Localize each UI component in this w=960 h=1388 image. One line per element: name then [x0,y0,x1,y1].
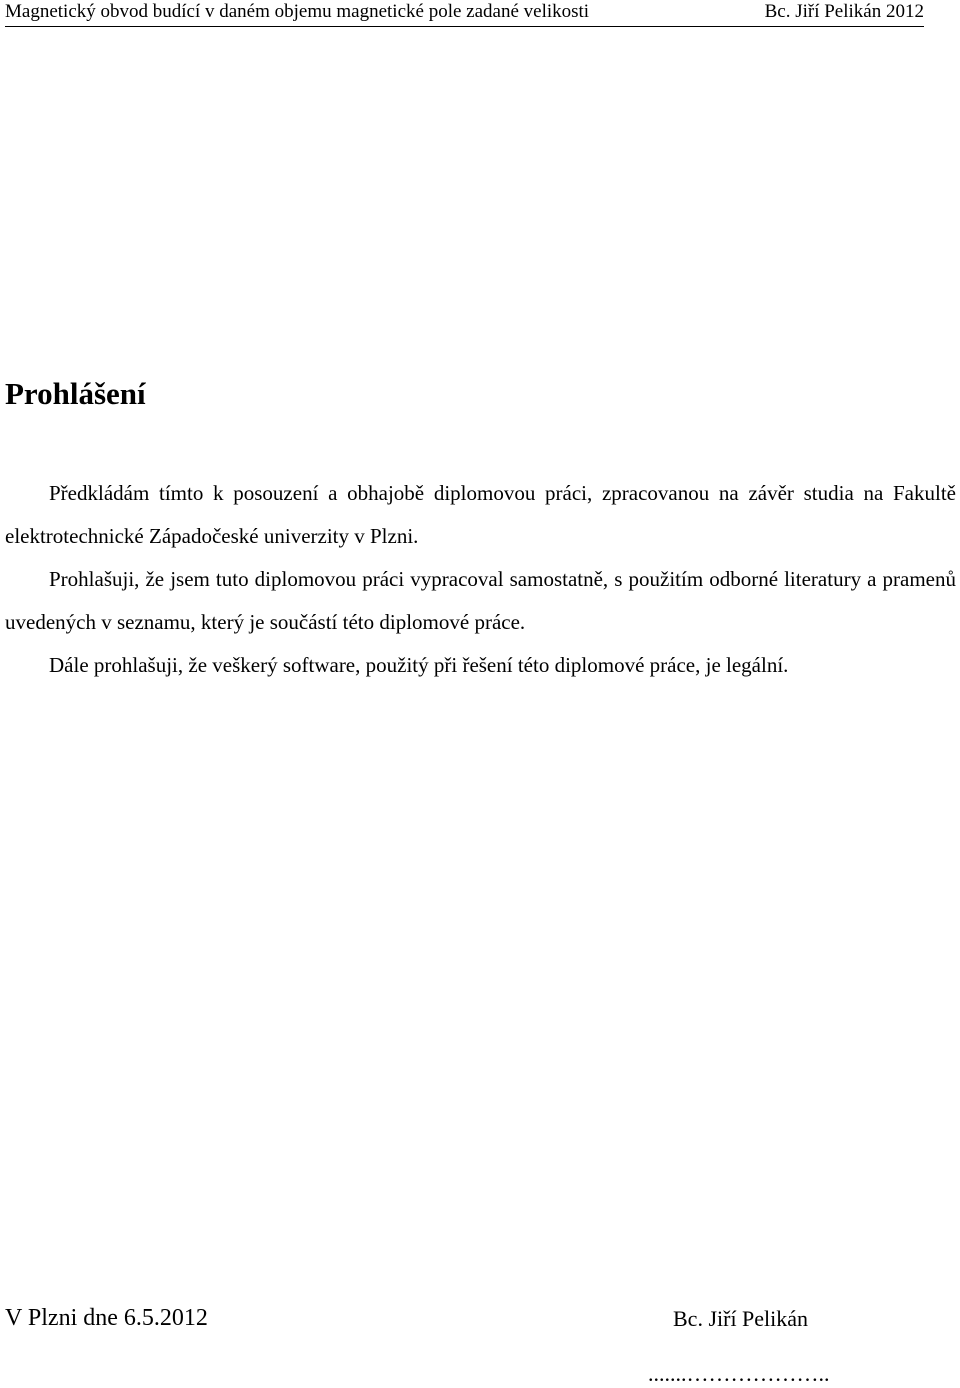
declaration-body [5,472,956,687]
place-and-date: V Plzni dne 6.5.2012 [5,1305,208,1331]
header-author-year: Bc. Jiří Pelikán 2012 [764,1,924,22]
page-header [5,0,924,27]
header-document-title: Magnetický obvod budící v daném objemu magnetické pole zadané velikosti [5,1,590,22]
signature-line: .......……………….. [648,1361,830,1386]
page-title: Prohlášení [5,376,146,411]
paragraph-software: Dále prohlašuji, že veškerý software, použitý při řešení této diplomové práce, je legální. [49,653,789,677]
author-name: Bc. Jiří Pelikán [673,1306,809,1331]
paragraph-submission: Předkládám tímto k posouzení a obhajobě diplomovou práci, zpracovanou na závěr studia na Fakultě elektrotechnické Západočeské univerzity v Plzni. [5,481,956,548]
paragraph-authorship: Prohlašuji, že jsem tuto diplomovou práci vypracoval samostatně, s použitím odborné literatury a pramenů uvedených v seznamu, který je součástí této diplomové práce. [5,567,956,634]
